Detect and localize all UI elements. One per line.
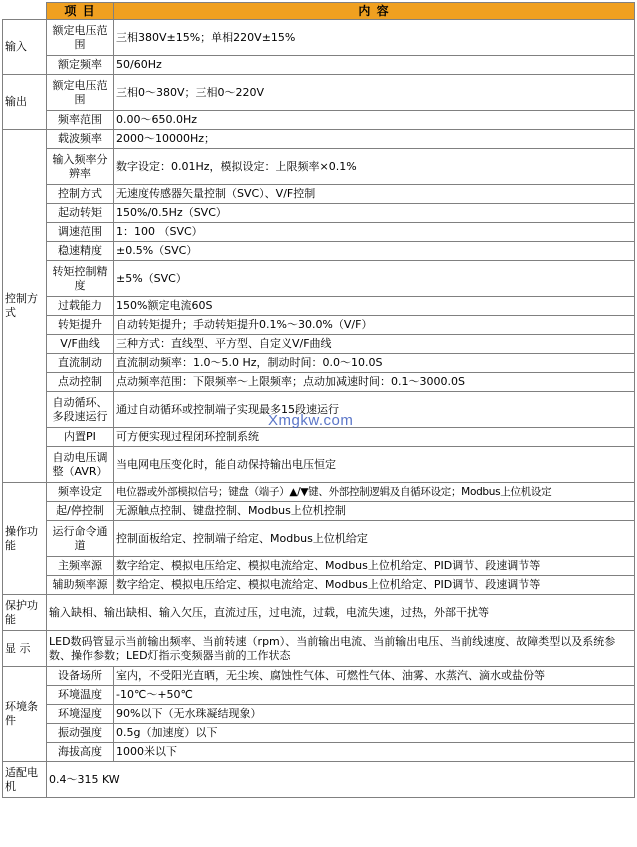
item-cell: 频率范围 [47, 111, 114, 130]
item-cell: 额定电压范围 [47, 75, 114, 111]
value-cell: 1：100 （SVC） [114, 223, 635, 242]
value-cell: 自动转矩提升；手动转矩提升0.1%～30.0%（V/F） [114, 316, 635, 335]
category-motor: 适配电机 [3, 762, 47, 798]
item-cell: 过载能力 [47, 297, 114, 316]
header-row [3, 3, 635, 20]
value-cell: 控制面板给定、控制端子给定、Modbus上位机给定 [114, 521, 635, 557]
value-cell: 无速度传感器矢量控制（SVC）、V/F控制 [114, 185, 635, 204]
value-cell: ±0.5%（SVC） [114, 242, 635, 261]
value-cell: 2000～10000Hz； [114, 130, 635, 149]
value-cell: 三相380V±15%；单相220V±15% [114, 20, 635, 56]
table-row [3, 743, 635, 762]
table-row [3, 686, 635, 705]
value-cell: 0.5g（加速度）以下 [114, 724, 635, 743]
header-corner [3, 3, 47, 20]
item-cell: 控制方式 [47, 185, 114, 204]
spec-table [2, 2, 635, 798]
category-control: 控制方式 [3, 130, 47, 483]
item-cell: 设备场所 [47, 667, 114, 686]
value-cell: -10℃～+50℃ [114, 686, 635, 705]
value-cell: ±5%（SVC） [114, 261, 635, 297]
item-cell: 调速范围 [47, 223, 114, 242]
item-cell: 额定电压范围 [47, 20, 114, 56]
value-cell: 室内，不受阳光直晒，无尘埃、腐蚀性气体、可燃性气体、油雾、水蒸汽、滴水或盐份等 [114, 667, 635, 686]
item-cell: 自动循环、多段速运行 [47, 392, 114, 428]
item-cell: 稳速精度 [47, 242, 114, 261]
table-row [3, 762, 635, 798]
value-cell: 直流制动频率：1.0～5.0 Hz，制动时间：0.0～10.0S [114, 354, 635, 373]
item-cell: 频率设定 [47, 483, 114, 502]
table-row [3, 428, 635, 447]
item-cell: 转矩提升 [47, 316, 114, 335]
value-cell: 50/60Hz [114, 56, 635, 75]
table-row [3, 373, 635, 392]
value-cell: 无源触点控制、键盘控制、Modbus上位机控制 [114, 502, 635, 521]
category-operation: 操作功能 [3, 483, 47, 595]
item-cell: 起动转矩 [47, 204, 114, 223]
item-cell: 振动强度 [47, 724, 114, 743]
value-cell: 电位器或外部模拟信号；键盘（端子）▲/▼键、外部控制逻辑及自循环设定；Modbus上位机设定 [114, 483, 635, 502]
table-row [3, 297, 635, 316]
table-row [3, 557, 635, 576]
item-cell: 环境温度 [47, 686, 114, 705]
category-output: 输出 [3, 75, 47, 130]
table-row [3, 204, 635, 223]
value-cell: 三相0～380V；三相0～220V [114, 75, 635, 111]
watermark-text: Xmgkw.com [268, 412, 354, 429]
table-row [3, 483, 635, 502]
table-row [3, 149, 635, 185]
table-row [3, 20, 635, 56]
value-cell: LED数码管显示当前输出频率、当前转速（rpm）、当前输出电流、当前输出电压、当前线速度、故障类型以及系统参数、操作参数；LED灯指示变频器当前的工作状态 [47, 631, 635, 667]
category-input: 输入 [3, 20, 47, 75]
value-cell: 0.00～650.0Hz [114, 111, 635, 130]
item-cell: 运行命令通道 [47, 521, 114, 557]
value-cell: 三种方式：直线型、平方型、自定义V/F曲线 [114, 335, 635, 354]
item-cell: 输入频率分辨率 [47, 149, 114, 185]
table-row [3, 335, 635, 354]
table-row [3, 595, 635, 631]
item-cell: 自动电压调整（AVR） [47, 447, 114, 483]
category-protection: 保护功能 [3, 595, 47, 631]
table-row [3, 223, 635, 242]
item-cell: 转矩控制精度 [47, 261, 114, 297]
value-cell: 1000米以下 [114, 743, 635, 762]
category-display: 显 示 [3, 631, 47, 667]
value-cell: 数字设定：0.01Hz，模拟设定：上限频率×0.1% [114, 149, 635, 185]
header-item: 项 目 [47, 3, 114, 20]
table-row [3, 242, 635, 261]
value-cell: 点动频率范围：下限频率～上限频率；点动加减速时间：0.1～3000.0S [114, 373, 635, 392]
value-cell: 数字给定、模拟电压给定、模拟电流给定、Modbus上位机给定、PID调节、段速调节等 [114, 576, 635, 595]
item-cell: V/F曲线 [47, 335, 114, 354]
table-row [3, 502, 635, 521]
header-content: 内 容 [114, 3, 635, 20]
table-row [3, 75, 635, 111]
value-cell: 当电网电压变化时，能自动保持输出电压恒定 [114, 447, 635, 483]
table-row [3, 667, 635, 686]
item-cell: 起/停控制 [47, 502, 114, 521]
item-cell: 主频率源 [47, 557, 114, 576]
value-cell: 可方便实现过程闭环控制系统 [114, 428, 635, 447]
item-cell: 点动控制 [47, 373, 114, 392]
category-environment: 环境条件 [3, 667, 47, 762]
value-cell: 90%以下（无水珠凝结现象） [114, 705, 635, 724]
table-row [3, 631, 635, 667]
item-cell: 内置PI [47, 428, 114, 447]
table-row [3, 316, 635, 335]
table-row [3, 130, 635, 149]
table-row [3, 576, 635, 595]
table-row [3, 705, 635, 724]
table-row [3, 354, 635, 373]
table-row [3, 261, 635, 297]
value-cell: 150%额定电流60S [114, 297, 635, 316]
table-row [3, 724, 635, 743]
item-cell: 辅助频率源 [47, 576, 114, 595]
table-row [3, 56, 635, 75]
item-cell: 海拔高度 [47, 743, 114, 762]
value-cell: 150%/0.5Hz（SVC） [114, 204, 635, 223]
value-cell: 输入缺相、输出缺相、输入欠压，直流过压，过电流，过载，电流失速，过热，外部干扰等 [47, 595, 635, 631]
table-row [3, 111, 635, 130]
item-cell: 直流制动 [47, 354, 114, 373]
value-cell: 0.4～315 KW [47, 762, 635, 798]
value-cell: 数字给定、模拟电压给定、模拟电流给定、Modbus上位机给定、PID调节、段速调节等 [114, 557, 635, 576]
table-row [3, 521, 635, 557]
item-cell: 载波频率 [47, 130, 114, 149]
value-cell: 通过自动循环或控制端子实现最多15段速运行 [114, 392, 635, 428]
table-row [3, 185, 635, 204]
table-row [3, 447, 635, 483]
item-cell: 额定频率 [47, 56, 114, 75]
item-cell: 环境湿度 [47, 705, 114, 724]
